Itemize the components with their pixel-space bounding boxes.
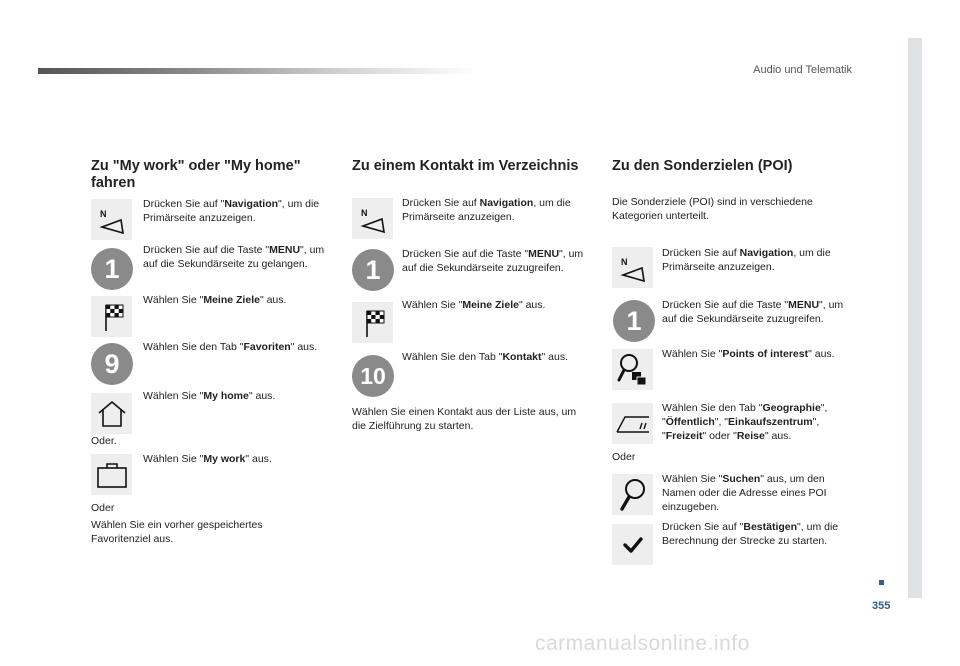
navigation-icon <box>91 199 132 240</box>
watermark: carmanualsonline.info <box>535 632 750 655</box>
col3-step-menu: Drücken Sie auf die Taste "MENU", um auf die Sekundärseite zuzugreifen. <box>662 299 844 325</box>
checkmark-icon <box>612 524 653 565</box>
page-side-bar <box>908 38 922 598</box>
checkered-flag-icon <box>91 296 132 337</box>
navigation-icon <box>352 198 393 239</box>
category-tab-icon <box>612 403 653 444</box>
col1-step-menu: Drücken Sie auf die Taste "MENU", um auf die Sekundärseite zu gelangen. <box>143 244 325 270</box>
home-icon <box>91 393 132 434</box>
col3-intro: Die Sonderziele (POI) sind in verschiedene Kategorien unterteilt. <box>612 196 813 222</box>
step-number-badge: 1 <box>90 247 134 291</box>
col3-title: Zu den Sonderzielen (POI) <box>612 158 793 174</box>
poi-search-icon <box>612 349 653 390</box>
col2-step-goals: Wählen Sie "Meine Ziele" aus. <box>402 299 546 311</box>
checkered-flag-icon <box>352 302 393 343</box>
col2-final: Wählen Sie einen Kontakt aus der Liste aus, um die Zielführung zu starten. <box>352 406 577 432</box>
col2-step-menu: Drücken Sie auf die Taste "MENU", um auf die Sekundärseite zuzugreifen. <box>402 248 584 274</box>
header-gradient-bar <box>38 68 478 74</box>
col3-step-poi: Wählen Sie "Points of interest" aus. <box>662 348 835 360</box>
page-marker <box>879 580 884 585</box>
col3-step-categories: Wählen Sie den Tab "Geographie", "Öffentlich", "Einkaufszentrum", "Freizeit" oder "Reise" aus. <box>662 402 828 442</box>
col3-step-navigation: Drücken Sie auf Navigation, um die Primärseite anzuzeigen. <box>662 247 831 273</box>
col1-step-work: Wählen Sie "My work" aus. <box>143 453 272 465</box>
col2-step-contact: Wählen Sie den Tab "Kontakt" aus. <box>402 351 569 363</box>
col1-final: Wählen Sie ein vorher gespeichertes Favoritenziel aus. <box>91 519 263 545</box>
step-number-badge: 10 <box>351 354 395 398</box>
col1-or-2: Oder <box>91 502 115 514</box>
col1-step-favorites: Wählen Sie den Tab "Favoriten" aus. <box>143 341 318 353</box>
step-number-badge: 1 <box>612 299 656 343</box>
magnifier-icon <box>612 474 653 515</box>
col1-step-navigation: Drücken Sie auf "Navigation", um die Primärseite anzuzeigen. <box>143 198 320 224</box>
page-number: 355 <box>872 600 891 612</box>
col2-step-navigation: Drücken Sie auf Navigation, um die Primärseite anzuzeigen. <box>402 197 571 223</box>
navigation-icon <box>612 247 653 288</box>
svg-text:N: N <box>620 256 627 267</box>
col1-title: Zu "My work" oder "My home" fahren <box>91 158 301 191</box>
col1-or-1: Oder. <box>91 435 117 447</box>
briefcase-icon <box>91 454 132 495</box>
svg-text:N: N <box>360 207 367 218</box>
col3-or: Oder <box>612 451 636 463</box>
col2-title: Zu einem Kontakt im Verzeichnis <box>352 158 579 174</box>
step-number-badge: 1 <box>351 248 395 292</box>
section-title: Audio und Telematik <box>753 64 852 76</box>
step-number-badge: 9 <box>90 342 134 386</box>
col1-step-home: Wählen Sie "My home" aus. <box>143 390 276 402</box>
col3-step-search: Wählen Sie "Suchen" aus, um den Namen oder die Adresse eines POI einzugeben. <box>662 473 827 513</box>
col1-step-goals: Wählen Sie "Meine Ziele" aus. <box>143 294 287 306</box>
col3-step-confirm: Drücken Sie auf "Bestätigen", um die Berechnung der Strecke zu starten. <box>662 521 839 547</box>
svg-text:N: N <box>99 208 106 219</box>
